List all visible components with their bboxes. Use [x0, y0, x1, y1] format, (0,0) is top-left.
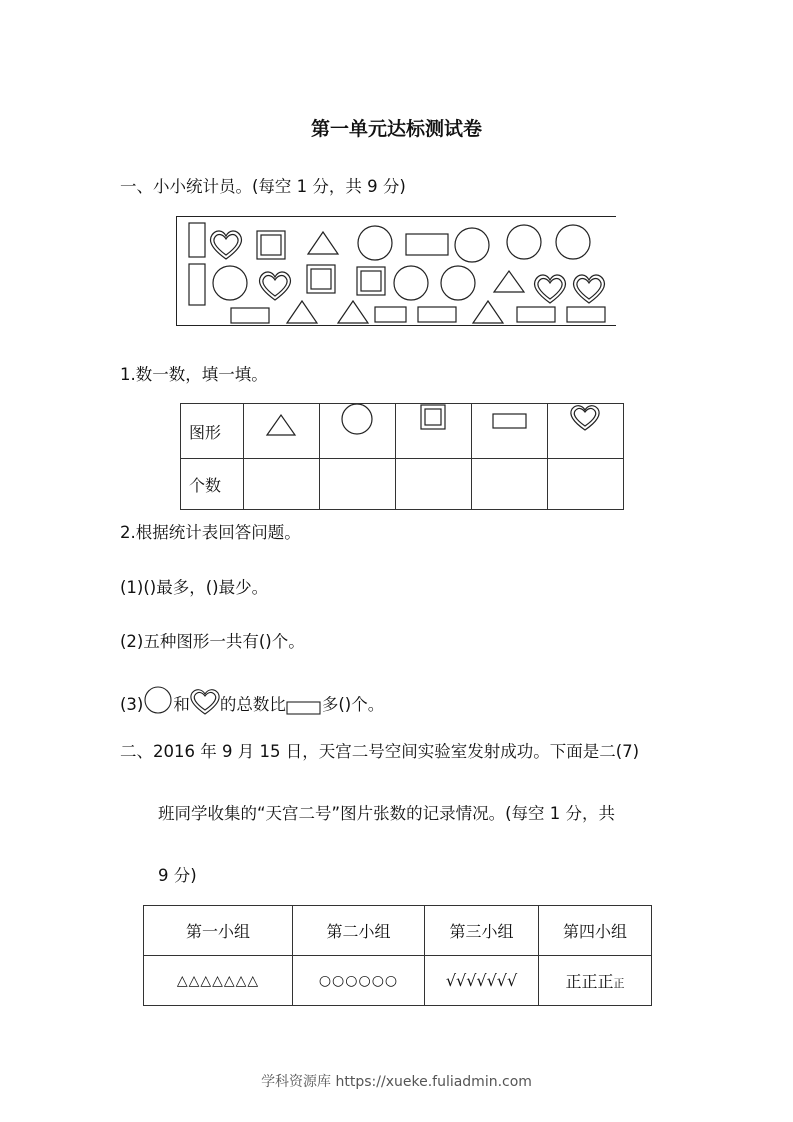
rectangle-icon	[286, 698, 322, 720]
row-label-count: 个数	[181, 459, 244, 510]
rectangle-shape	[189, 264, 205, 305]
triangle-shape	[494, 271, 524, 292]
record-group-3: √√√√√√√	[425, 956, 539, 1006]
record-group-4	[539, 956, 652, 1006]
section2-line3: 9 分)	[158, 866, 197, 885]
header-group-2: 第二小组	[293, 906, 425, 956]
count-cell-triangle[interactable]	[244, 459, 320, 510]
triangle-shape	[287, 301, 317, 323]
circle-shape	[556, 225, 590, 259]
heart-shape	[535, 275, 566, 303]
q2-3-prefix: (3)	[120, 695, 144, 714]
triangle-icon	[244, 404, 320, 459]
circle-shape	[507, 225, 541, 259]
table-row	[181, 404, 624, 459]
count-cell-square[interactable]	[396, 459, 472, 510]
page-title: 第一单元达标测试卷	[310, 118, 482, 140]
count-cell-circle[interactable]	[320, 459, 396, 510]
record-table	[143, 905, 652, 1006]
circle-shape	[441, 266, 475, 300]
circle-icon	[143, 686, 173, 720]
circle-shape	[394, 266, 428, 300]
rectangle-shape	[406, 234, 448, 255]
table-row	[181, 459, 624, 510]
heart-shape	[260, 272, 291, 300]
heart-icon	[548, 404, 624, 459]
table-row	[144, 906, 652, 956]
header-group-4: 第四小组	[539, 906, 652, 956]
circle-shape	[213, 266, 247, 300]
rectangle-shape	[517, 307, 555, 322]
square-icon	[396, 404, 472, 459]
triangle-shape	[308, 232, 338, 254]
section2-line2: 班同学收集的“天宫二号”图片张数的记录情况。(每空 1 分，共	[158, 804, 616, 823]
table-row	[144, 956, 652, 1006]
rectangle-shape	[189, 223, 205, 257]
row-label-shape: 图形	[181, 404, 244, 459]
heart-icon	[190, 688, 220, 720]
record-group-1: △△△△△△△	[144, 956, 293, 1006]
triangle-shape	[338, 301, 368, 323]
q2-3-and: 和	[173, 695, 190, 714]
circle-shape	[358, 226, 392, 260]
square-shape	[307, 265, 335, 293]
q2-3-mid: 的总数比	[219, 695, 286, 714]
heart-shape	[574, 275, 605, 303]
count-cell-rectangle[interactable]	[472, 459, 548, 510]
question-2: 2.根据统计表回答问题。	[120, 523, 301, 542]
square-shape	[257, 231, 285, 259]
count-cell-heart[interactable]	[548, 459, 624, 510]
question-1: 1.数一数，填一填。	[120, 365, 268, 384]
tally-marks: 正正正	[565, 972, 614, 991]
circle-icon	[320, 404, 396, 459]
rectangle-shape	[375, 307, 406, 322]
rectangle-shape	[418, 307, 456, 322]
section2-line1: 二、2016 年 9 月 15 日，天宫二号空间实验室发射成功。下面是二(7)	[120, 742, 640, 761]
footer-source: 学科资源库 https://xueke.fuliadmin.com	[261, 1074, 532, 1090]
shapes-picture	[176, 216, 616, 326]
header-group-3: 第三小组	[425, 906, 539, 956]
count-table	[180, 403, 624, 510]
record-group-2: ○○○○○○	[293, 956, 425, 1006]
rectangle-shape	[567, 307, 605, 322]
square-shape	[357, 267, 385, 295]
heart-shape	[211, 231, 242, 259]
tally-partial: 正	[613, 977, 625, 990]
rectangle-icon	[472, 404, 548, 459]
triangle-shape	[473, 301, 503, 323]
question-2-2: (2)五种图形一共有()个。	[120, 632, 305, 651]
question-2-3	[120, 686, 384, 720]
rectangle-shape	[231, 308, 269, 323]
q2-3-suffix: 多()个。	[321, 695, 385, 714]
section1-heading: 一、小小统计员。(每空 1 分，共 9 分)	[120, 177, 406, 196]
header-group-1: 第一小组	[144, 906, 293, 956]
question-2-1: (1)()最多，()最少。	[120, 578, 269, 597]
circle-shape	[455, 228, 489, 262]
